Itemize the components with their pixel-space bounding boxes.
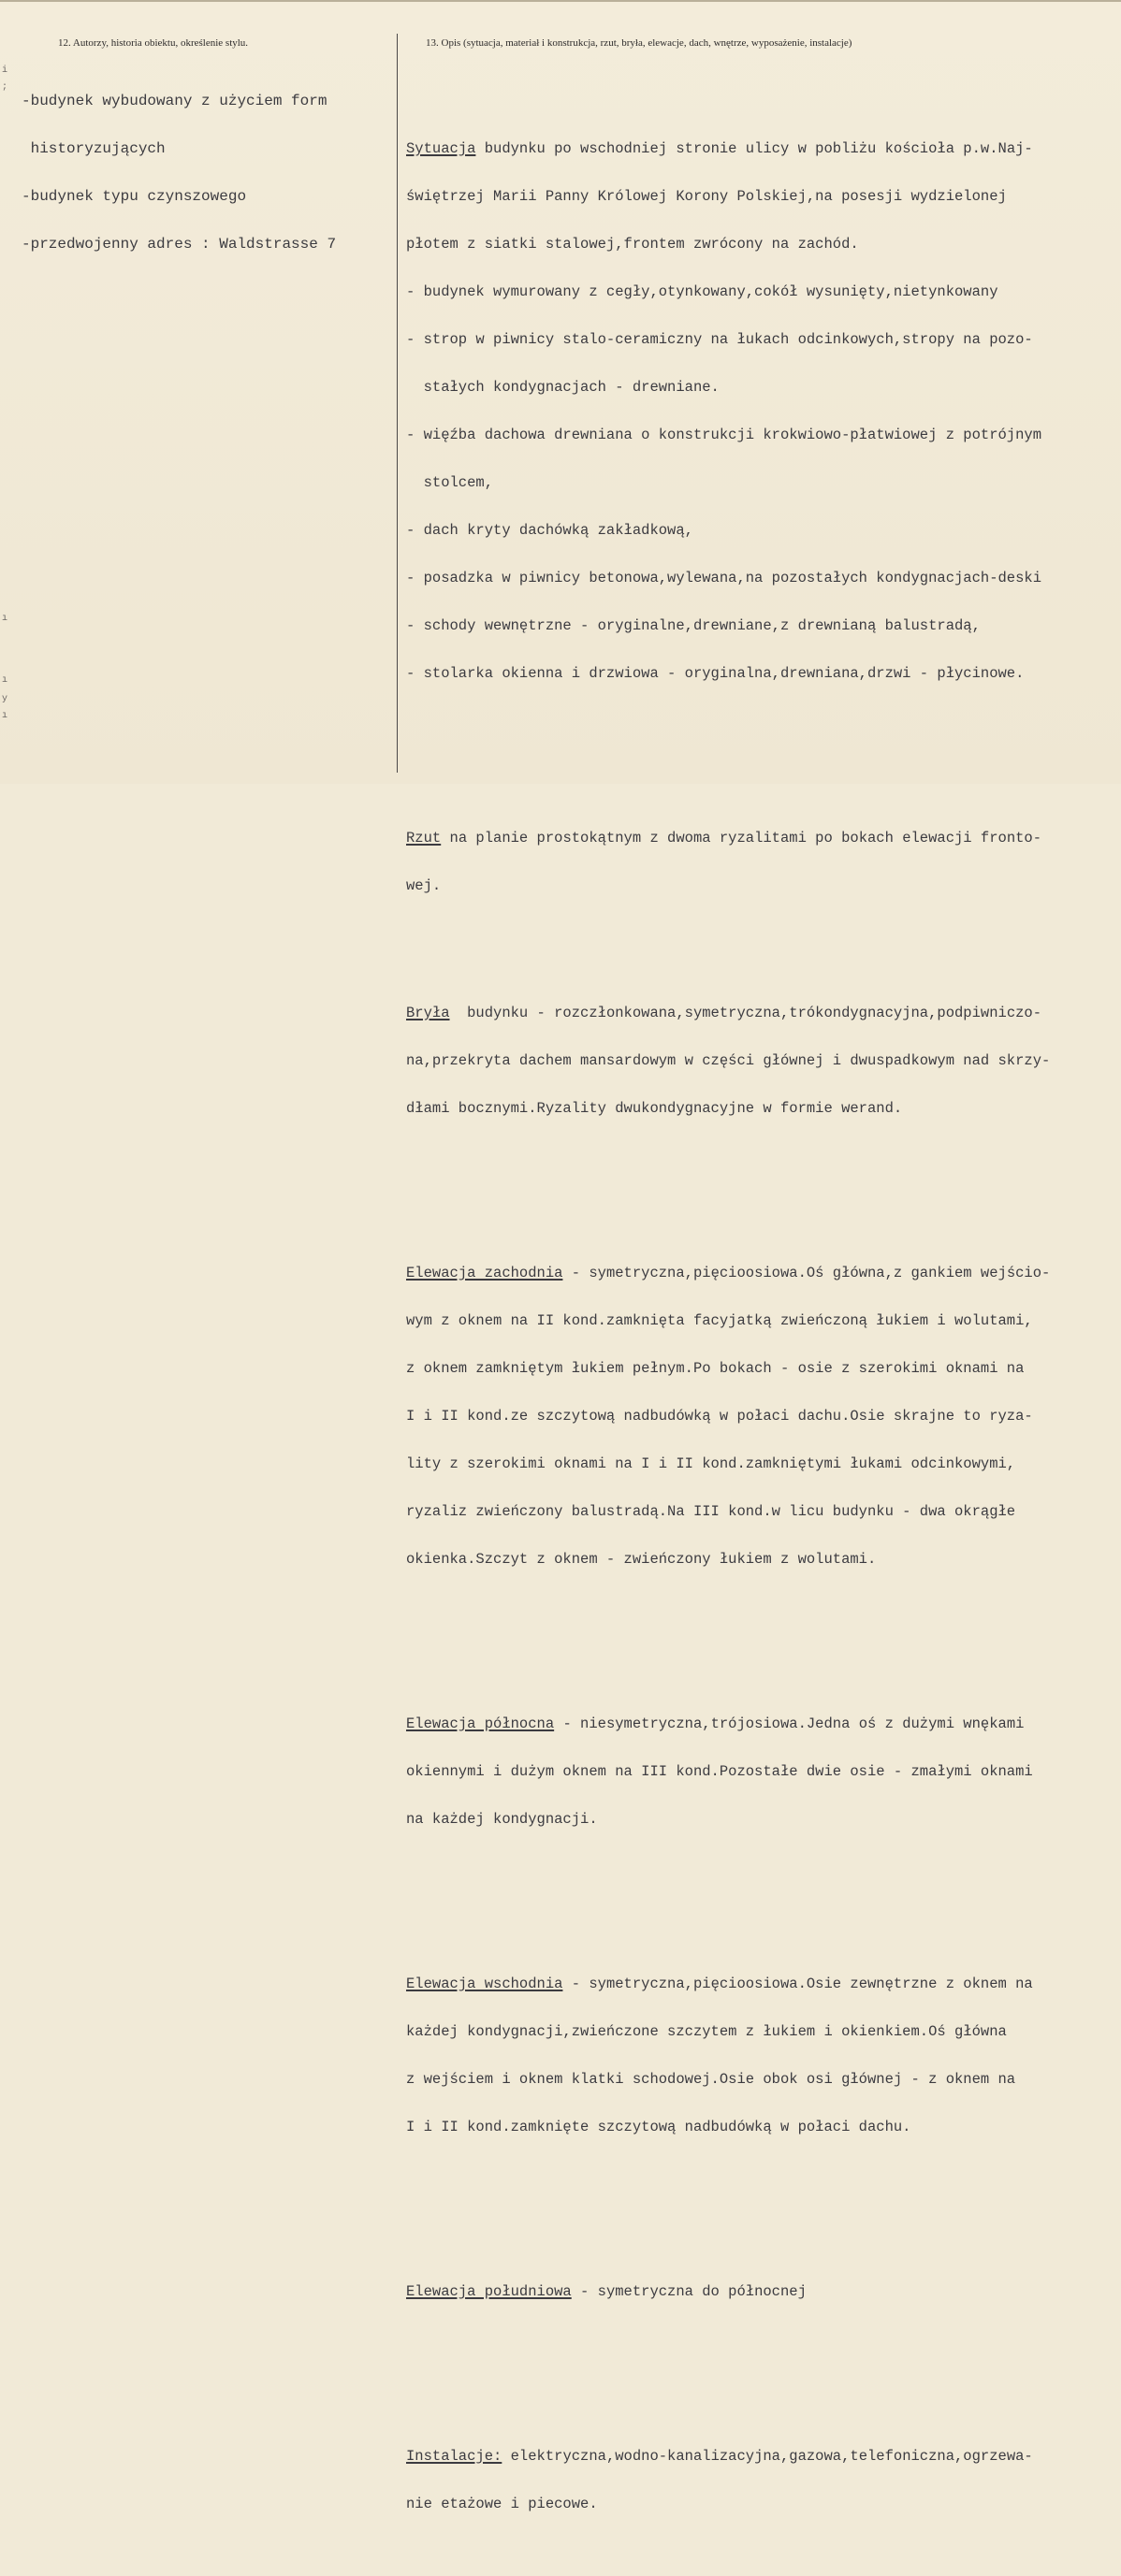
heading-sytuacja: Sytuacja (406, 140, 476, 157)
heading-rzut: Rzut (406, 830, 442, 847)
heading-instalacje: Instalacje: (406, 2448, 502, 2465)
text-line: nie etażowe i piecowe. (406, 2496, 598, 2512)
margin-mark: ı (2, 675, 8, 686)
margin-mark: ı (2, 711, 8, 721)
text-line: stałych kondygnacjach - drewniane. (406, 379, 720, 396)
text-line: - więźba dachowa drewniana o konstrukcji krokwiowo-płatwiowej z potrójnym (406, 427, 1042, 443)
paragraph-rzut (406, 799, 1117, 926)
text-line: budynku - rozczłonkowana,symetryczna,trókondygnacyjna,podpiwniczo- (449, 1005, 1042, 1021)
margin-mark: ; (2, 82, 8, 93)
text-line: na każdej kondygnacji. (406, 1811, 598, 1828)
text-line: - budynek wymurowany z cegły,otynkowany,cokół wysunięty,nietynkowany (406, 283, 998, 300)
heading-elewacja-wschodnia: Elewacja wschodnia (406, 1975, 563, 1992)
text-line: I i II kond.ze szczytową nadbudówką w połaci dachu.Osie skrajne to ryza- (406, 1408, 1033, 1425)
text-line: - posadzka w piwnicy betonowa,wylewana,na pozostałych kondygnacjach-deski (406, 570, 1042, 586)
heading-elewacja-poludniowa: Elewacja południowa (406, 2283, 572, 2300)
text-line: - schody wewnętrzne - oryginalne,drewniane,z drewnianą balustradą, (406, 617, 981, 634)
text-line: okienka.Szczyt z oknem - zwieńczony łukiem z wolutami. (406, 1551, 877, 1568)
left-line: -budynek typu czynszowego (22, 188, 247, 205)
text-line: ryzaliz zwieńczony balustradą.Na III kond.w licu budynku - dwa okrągłe (406, 1503, 1016, 1520)
section-13-header: 13. Opis (sytuacja, materiał i konstrukcja, rzut, bryła, elewacje, dach, wnętrze, wyposażenie, instalacje) (426, 37, 852, 49)
text-line: - niesymetryczna,trójosiowa.Jedna oś z dużymi wnękami (554, 1715, 1025, 1732)
heading-bryla: Bryła (406, 1005, 450, 1021)
text-line: wej. (406, 877, 442, 894)
text-line: wym z oknem na II kond.zamknięta facyjatką zwieńczoną łukiem i wolutami, (406, 1312, 1033, 1329)
text-line: dłami bocznymi.Ryzality dwukondygnacyjne w formie werand. (406, 1100, 903, 1117)
paragraph-elewacja-poludniowa (406, 2252, 1117, 2332)
paragraph-sytuacja (406, 109, 1117, 714)
paragraph-instalacje (406, 2417, 1117, 2544)
text-line: I i II kond.zamknięte szczytową nadbudówką w połaci dachu. (406, 2119, 911, 2135)
section-13-content (406, 62, 1117, 2576)
text-line: lity z szerokimi oknami na I i II kond.zamkniętymi łukami odcinkowymi, (406, 1455, 1016, 1472)
paragraph-bryla (406, 974, 1117, 1149)
paragraph-elewacja-wschodnia (406, 1945, 1117, 2167)
margin-mark: y (2, 694, 8, 704)
text-line: stolcem, (406, 474, 494, 491)
text-line: - symetryczna,pięcioosiowa.Osie zewnętrzne z oknem na (562, 1975, 1033, 1992)
heading-elewacja-polnocna: Elewacja północna (406, 1715, 555, 1732)
text-line: na planie prostokątnym z dwoma ryzalitami po bokach elewacji fronto- (441, 830, 1042, 847)
text-line: - symetryczna do północnej (571, 2283, 807, 2300)
column-divider (397, 34, 398, 773)
text-line: elektryczna,wodno-kanalizacyjna,gazowa,telefoniczna,ogrzewa- (502, 2448, 1033, 2465)
text-line: świętrzej Marii Panny Królowej Korony Polskiej,na posesji wydzielonej (406, 188, 1007, 205)
text-line: każdej kondygnacji,zwieńczone szczytem z łukiem i okienkiem.Oś główna (406, 2023, 1007, 2040)
left-line: historyzujących (22, 140, 166, 157)
paragraph-elewacja-zachodnia (406, 1234, 1117, 1599)
left-line: -budynek wybudowany z użyciem form (22, 93, 328, 109)
text-line: płotem z siatki stalowej,frontem zwrócony na zachód. (406, 236, 859, 253)
text-line: okiennymi i dużym oknem na III kond.Pozostałe dwie osie - zmałymi oknami (406, 1763, 1033, 1780)
text-line: - stolarka okienna i drzwiowa - oryginalna,drewniana,drzwi - płycinowe. (406, 665, 1025, 682)
section-12-header: 12. Autorzy, historia obiektu, określenie stylu. (58, 37, 249, 49)
text-line: - symetryczna,pięcioosiowa.Oś główna,z gankiem wejścio- (562, 1265, 1051, 1281)
margin-mark: i (2, 65, 8, 76)
text-line: budynku po wschodniej stronie ulicy w pobliżu kościoła p.w.Naj- (475, 140, 1033, 157)
text-line: z wejściem i oknem klatki schodowej.Osie obok osi głównej - z oknem na (406, 2071, 1016, 2088)
section-12-content (22, 62, 388, 284)
paragraph-elewacja-polnocna (406, 1685, 1117, 1860)
text-line: - strop w piwnicy stalo-ceramiczny na łukach odcinkowych,stropy na pozo- (406, 331, 1033, 348)
left-line: -przedwojenny adres : Waldstrasse 7 (22, 236, 337, 253)
heading-elewacja-zachodnia: Elewacja zachodnia (406, 1265, 563, 1281)
text-line: - dach kryty dachówką zakładkową, (406, 522, 693, 539)
margin-mark: ı (2, 614, 8, 624)
text-line: na,przekryta dachem mansardowym w części głównej i dwuspadkowym nad skrzy- (406, 1052, 1051, 1069)
top-edge (0, 0, 1121, 2)
text-line: z oknem zamkniętym łukiem pełnym.Po bokach - osie z szerokimi oknami na (406, 1360, 1025, 1377)
